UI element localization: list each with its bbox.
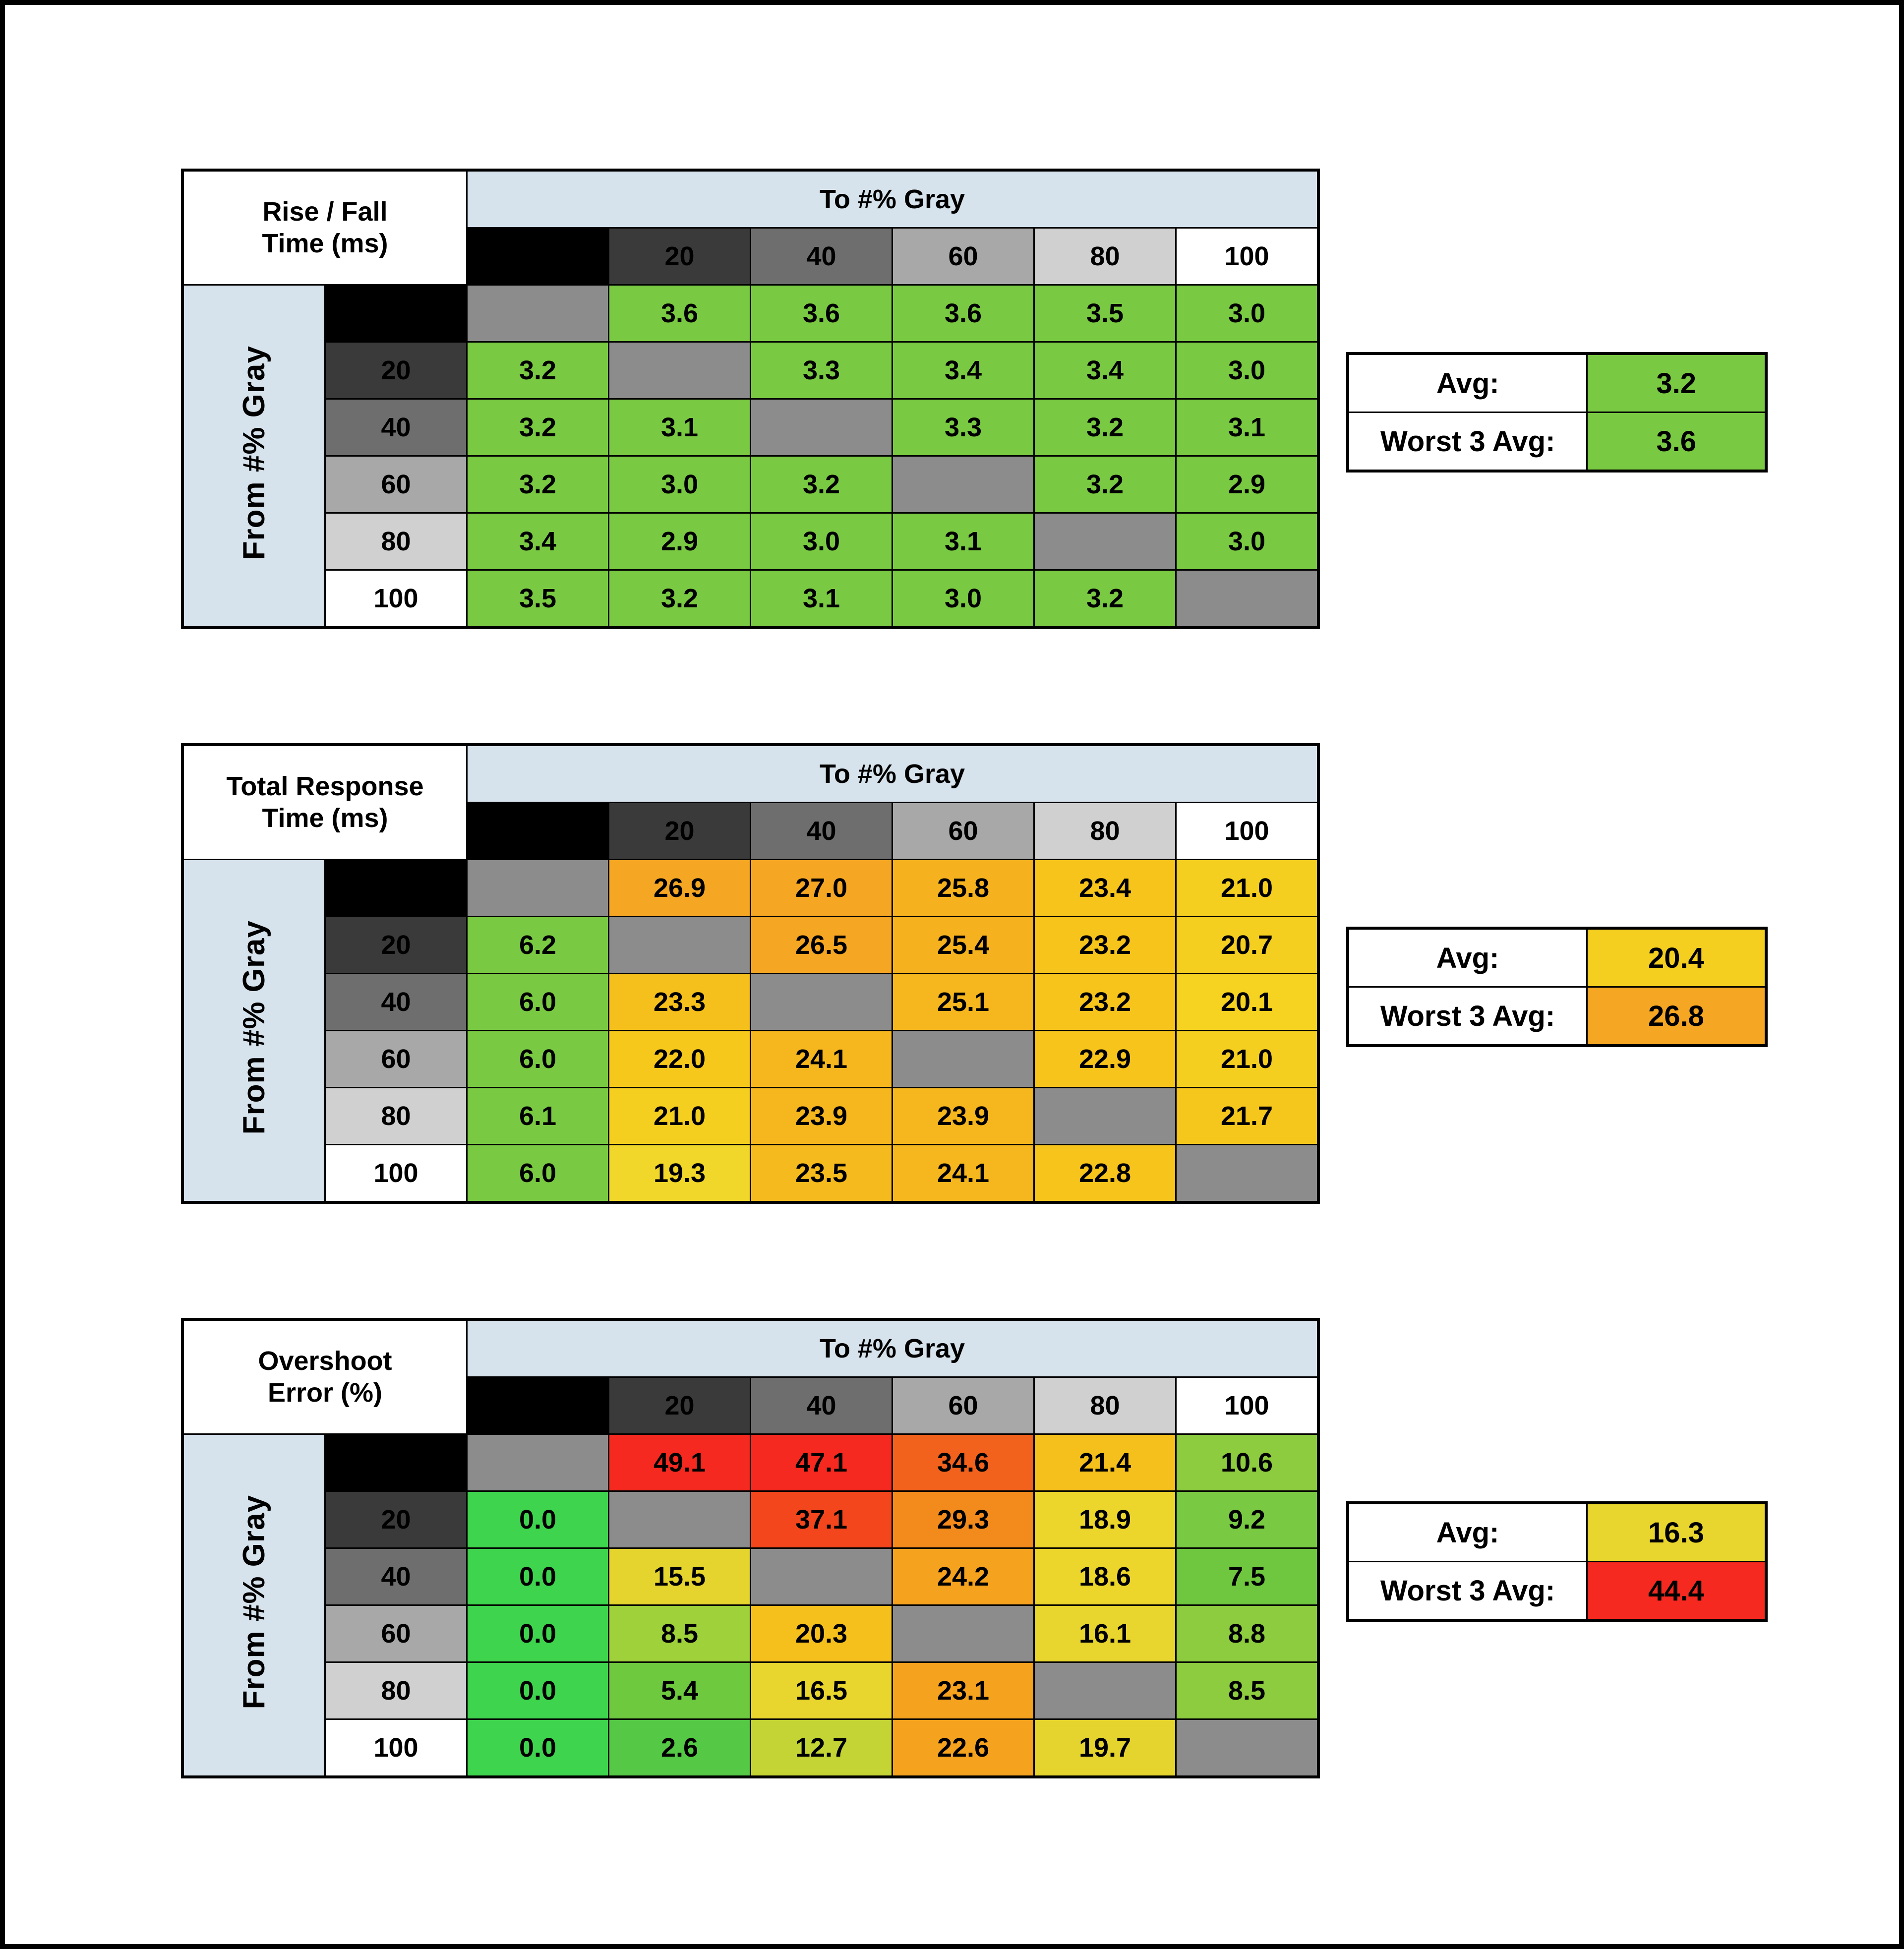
col-header-80: 80 xyxy=(1034,803,1176,860)
matrix-cell: 9.2 xyxy=(1176,1491,1319,1548)
matrix-cell: 6.0 xyxy=(467,974,609,1031)
matrix-cell: 3.1 xyxy=(1176,399,1319,456)
matrix-cell: 3.3 xyxy=(892,399,1034,456)
to-gray-header: To #% Gray xyxy=(467,170,1319,228)
matrix-cell: 29.3 xyxy=(892,1491,1034,1548)
matrix-cell-diagonal xyxy=(1176,1145,1319,1203)
matrix-cell: 3.6 xyxy=(751,285,892,342)
worst3-label: Worst 3 Avg: xyxy=(1348,1562,1587,1621)
matrix-cell: 23.9 xyxy=(892,1088,1034,1145)
matrix-cell: 12.7 xyxy=(751,1719,892,1777)
table-title-line1: Rise / Fall xyxy=(262,196,388,227)
matrix-cell: 23.4 xyxy=(1034,860,1176,917)
table-row xyxy=(182,1088,1318,1145)
matrix-cell: 6.1 xyxy=(467,1088,609,1145)
matrix-cell: 20.1 xyxy=(1176,974,1319,1031)
row-header-60: 60 xyxy=(325,456,467,513)
table-row xyxy=(182,285,1318,342)
matrix-cell: 22.9 xyxy=(1034,1031,1176,1088)
row-header-80: 80 xyxy=(325,1662,467,1719)
summary-row-avg xyxy=(1348,1503,1766,1562)
table-row xyxy=(182,456,1318,513)
matrix-cell: 15.5 xyxy=(609,1548,751,1605)
matrix-cell: 23.9 xyxy=(751,1088,892,1145)
chart-block-overshoot-error xyxy=(181,1318,1768,1778)
table-row xyxy=(182,860,1318,917)
matrix-cell-diagonal xyxy=(609,1491,751,1548)
avg-label: Avg: xyxy=(1348,1503,1587,1562)
matrix-cell: 3.0 xyxy=(892,570,1034,628)
matrix-cell: 3.2 xyxy=(1034,570,1176,628)
matrix-cell: 23.2 xyxy=(1034,974,1176,1031)
matrix-cell: 0.0 xyxy=(467,1662,609,1719)
matrix-cell: 3.2 xyxy=(1034,456,1176,513)
matrix-cell: 19.7 xyxy=(1034,1719,1176,1777)
matrix-cell: 3.0 xyxy=(609,456,751,513)
matrix-cell: 7.5 xyxy=(1176,1548,1319,1605)
avg-value: 20.4 xyxy=(1587,928,1766,987)
matrix-cell: 23.1 xyxy=(892,1662,1034,1719)
matrix-cell: 3.1 xyxy=(751,570,892,628)
matrix-cell: 34.6 xyxy=(892,1434,1034,1491)
matrix-cell-diagonal xyxy=(892,1605,1034,1662)
from-gray-axis-label xyxy=(182,860,325,1203)
table-row xyxy=(182,1434,1318,1491)
summary-row-avg xyxy=(1348,928,1766,987)
table-row xyxy=(182,570,1318,628)
matrix-cell: 0.0 xyxy=(467,1605,609,1662)
matrix-cell: 3.2 xyxy=(609,570,751,628)
summary-row-worst3 xyxy=(1348,1562,1766,1621)
matrix-cell: 10.6 xyxy=(1176,1434,1319,1491)
matrix-cell-diagonal xyxy=(1176,570,1319,628)
matrix-cell: 8.8 xyxy=(1176,1605,1319,1662)
matrix-cell: 3.4 xyxy=(892,342,1034,399)
col-header-40: 40 xyxy=(751,1377,892,1434)
table-title-line2: Time (ms) xyxy=(262,803,388,833)
matrix-cell: 3.0 xyxy=(1176,285,1319,342)
matrix-cell: 2.9 xyxy=(1176,456,1319,513)
col-header-20: 20 xyxy=(609,1377,751,1434)
row-header-40: 40 xyxy=(325,1548,467,1605)
matrix-table-total-response-time xyxy=(181,743,1320,1204)
matrix-table-overshoot-error xyxy=(181,1318,1320,1778)
matrix-cell: 20.7 xyxy=(1176,917,1319,974)
from-gray-axis-label-text: From #% Gray xyxy=(237,920,271,1135)
matrix-cell: 16.5 xyxy=(751,1662,892,1719)
matrix-cell: 3.0 xyxy=(1176,513,1319,570)
row-header-80: 80 xyxy=(325,1088,467,1145)
matrix-cell: 2.6 xyxy=(609,1719,751,1777)
matrix-body-2 xyxy=(182,860,1318,1203)
table-title-line2: Time (ms) xyxy=(262,228,388,258)
col-header-100: 100 xyxy=(1176,228,1319,285)
summary-row-avg xyxy=(1348,354,1766,413)
matrix-cell-diagonal xyxy=(751,399,892,456)
matrix-cell: 21.4 xyxy=(1034,1434,1176,1491)
matrix-cell: 49.1 xyxy=(609,1434,751,1491)
matrix-cell: 3.3 xyxy=(751,342,892,399)
matrix-cell: 20.3 xyxy=(751,1605,892,1662)
matrix-cell-diagonal xyxy=(609,917,751,974)
matrix-cell: 37.1 xyxy=(751,1491,892,1548)
matrix-cell: 22.8 xyxy=(1034,1145,1176,1203)
row-header-40: 40 xyxy=(325,974,467,1031)
row-header-80: 80 xyxy=(325,513,467,570)
matrix-cell-diagonal xyxy=(1176,1719,1319,1777)
table-row xyxy=(182,974,1318,1031)
matrix-cell: 3.2 xyxy=(467,456,609,513)
col-header-40: 40 xyxy=(751,803,892,860)
matrix-table-rise-fall-time xyxy=(181,169,1320,629)
matrix-cell: 22.0 xyxy=(609,1031,751,1088)
matrix-body-1 xyxy=(182,285,1318,628)
table-row xyxy=(182,745,1318,803)
matrix-body-3 xyxy=(182,1434,1318,1777)
table-row xyxy=(182,513,1318,570)
matrix-cell: 23.2 xyxy=(1034,917,1176,974)
avg-label: Avg: xyxy=(1348,928,1587,987)
table-row xyxy=(182,1145,1318,1203)
matrix-cell-diagonal xyxy=(751,1548,892,1605)
matrix-cell: 3.0 xyxy=(751,513,892,570)
matrix-cell-diagonal xyxy=(467,1434,609,1491)
matrix-cell-diagonal xyxy=(467,285,609,342)
matrix-cell: 16.1 xyxy=(1034,1605,1176,1662)
worst3-value: 3.6 xyxy=(1587,413,1766,472)
chart-block-rise-fall-time xyxy=(181,169,1768,629)
row-header-20: 20 xyxy=(325,342,467,399)
matrix-cell: 8.5 xyxy=(1176,1662,1319,1719)
worst3-label: Worst 3 Avg: xyxy=(1348,413,1587,472)
matrix-cell: 25.1 xyxy=(892,974,1034,1031)
matrix-cell: 25.4 xyxy=(892,917,1034,974)
matrix-cell: 0.0 xyxy=(467,1491,609,1548)
matrix-cell: 3.2 xyxy=(467,399,609,456)
to-gray-header: To #% Gray xyxy=(467,1319,1319,1377)
tables-container xyxy=(181,169,1768,1892)
row-header-100: 100 xyxy=(325,1719,467,1777)
matrix-cell: 3.4 xyxy=(1034,342,1176,399)
avg-value: 16.3 xyxy=(1587,1503,1766,1562)
from-gray-axis-label xyxy=(182,1434,325,1777)
col-header-80: 80 xyxy=(1034,228,1176,285)
matrix-cell-diagonal xyxy=(1034,1662,1176,1719)
matrix-cell: 26.9 xyxy=(609,860,751,917)
matrix-cell: 18.9 xyxy=(1034,1491,1176,1548)
matrix-cell: 21.7 xyxy=(1176,1088,1319,1145)
matrix-cell: 6.2 xyxy=(467,917,609,974)
matrix-cell: 24.2 xyxy=(892,1548,1034,1605)
table-title-line1: Total Response xyxy=(226,771,424,801)
matrix-cell: 0.0 xyxy=(467,1719,609,1777)
matrix-cell-diagonal xyxy=(751,974,892,1031)
summary-row-worst3 xyxy=(1348,413,1766,472)
row-header-0: 0 xyxy=(325,1434,467,1491)
col-header-20: 20 xyxy=(609,228,751,285)
chart-block-total-response-time xyxy=(181,743,1768,1204)
table-title-overshoot xyxy=(182,1319,467,1434)
matrix-cell-diagonal xyxy=(892,456,1034,513)
matrix-cell: 21.0 xyxy=(609,1088,751,1145)
matrix-cell: 0.0 xyxy=(467,1548,609,1605)
table-row xyxy=(182,1605,1318,1662)
row-header-40: 40 xyxy=(325,399,467,456)
matrix-cell: 6.0 xyxy=(467,1145,609,1203)
row-header-0: 0 xyxy=(325,285,467,342)
col-header-0: 0 xyxy=(467,803,609,860)
matrix-cell: 3.0 xyxy=(1176,342,1319,399)
matrix-cell: 22.6 xyxy=(892,1719,1034,1777)
summary-box-total-response xyxy=(1346,927,1768,1047)
matrix-cell: 24.1 xyxy=(892,1145,1034,1203)
matrix-cell: 3.2 xyxy=(467,342,609,399)
matrix-cell: 3.1 xyxy=(609,399,751,456)
row-header-20: 20 xyxy=(325,1491,467,1548)
table-row xyxy=(182,1662,1318,1719)
avg-value: 3.2 xyxy=(1587,354,1766,413)
worst3-value: 44.4 xyxy=(1587,1562,1766,1621)
matrix-cell: 3.6 xyxy=(609,285,751,342)
matrix-cell: 27.0 xyxy=(751,860,892,917)
matrix-cell: 2.9 xyxy=(609,513,751,570)
col-header-80: 80 xyxy=(1034,1377,1176,1434)
matrix-cell-diagonal xyxy=(609,342,751,399)
row-header-0: 0 xyxy=(325,860,467,917)
col-header-60: 60 xyxy=(892,1377,1034,1434)
matrix-cell: 3.6 xyxy=(892,285,1034,342)
col-header-60: 60 xyxy=(892,803,1034,860)
matrix-cell-diagonal xyxy=(1034,513,1176,570)
matrix-cell-diagonal xyxy=(892,1031,1034,1088)
matrix-cell: 21.0 xyxy=(1176,860,1319,917)
col-header-20: 20 xyxy=(609,803,751,860)
summary-box-rise-fall xyxy=(1346,352,1768,472)
table-row xyxy=(182,917,1318,974)
matrix-cell: 3.5 xyxy=(1034,285,1176,342)
table-title-rise-fall xyxy=(182,170,467,285)
row-header-60: 60 xyxy=(325,1605,467,1662)
to-gray-header: To #% Gray xyxy=(467,745,1319,803)
matrix-cell: 3.5 xyxy=(467,570,609,628)
table-row xyxy=(182,1548,1318,1605)
matrix-cell: 25.8 xyxy=(892,860,1034,917)
col-header-0: 0 xyxy=(467,228,609,285)
worst3-label: Worst 3 Avg: xyxy=(1348,987,1587,1046)
from-gray-axis-label xyxy=(182,285,325,628)
table-row xyxy=(182,1719,1318,1777)
summary-box-overshoot xyxy=(1346,1501,1768,1622)
col-header-0: 0 xyxy=(467,1377,609,1434)
table-row xyxy=(182,170,1318,228)
table-row xyxy=(182,1319,1318,1377)
matrix-cell: 26.5 xyxy=(751,917,892,974)
matrix-cell: 3.4 xyxy=(467,513,609,570)
row-header-100: 100 xyxy=(325,1145,467,1203)
col-header-100: 100 xyxy=(1176,803,1319,860)
matrix-cell-diagonal xyxy=(467,860,609,917)
matrix-cell: 23.5 xyxy=(751,1145,892,1203)
matrix-cell: 19.3 xyxy=(609,1145,751,1203)
row-header-20: 20 xyxy=(325,917,467,974)
matrix-cell: 3.2 xyxy=(751,456,892,513)
row-header-60: 60 xyxy=(325,1031,467,1088)
matrix-cell: 3.1 xyxy=(892,513,1034,570)
table-title-total-response xyxy=(182,745,467,860)
table-title-line1: Overshoot xyxy=(258,1346,392,1376)
table-row xyxy=(182,1031,1318,1088)
matrix-cell: 6.0 xyxy=(467,1031,609,1088)
matrix-cell: 24.1 xyxy=(751,1031,892,1088)
matrix-cell: 3.2 xyxy=(1034,399,1176,456)
table-row xyxy=(182,1491,1318,1548)
from-gray-axis-label-text: From #% Gray xyxy=(237,345,271,560)
table-title-line2: Error (%) xyxy=(267,1377,383,1408)
table-row xyxy=(182,342,1318,399)
matrix-cell: 21.0 xyxy=(1176,1031,1319,1088)
matrix-cell: 18.6 xyxy=(1034,1548,1176,1605)
worst3-value: 26.8 xyxy=(1587,987,1766,1046)
col-header-100: 100 xyxy=(1176,1377,1319,1434)
from-gray-axis-label-text: From #% Gray xyxy=(237,1494,271,1710)
summary-row-worst3 xyxy=(1348,987,1766,1046)
col-header-40: 40 xyxy=(751,228,892,285)
matrix-cell: 5.4 xyxy=(609,1662,751,1719)
matrix-cell: 23.3 xyxy=(609,974,751,1031)
avg-label: Avg: xyxy=(1348,354,1587,413)
matrix-cell-diagonal xyxy=(1034,1088,1176,1145)
col-header-60: 60 xyxy=(892,228,1034,285)
row-header-100: 100 xyxy=(325,570,467,628)
table-row xyxy=(182,399,1318,456)
matrix-cell: 8.5 xyxy=(609,1605,751,1662)
matrix-cell: 47.1 xyxy=(751,1434,892,1491)
